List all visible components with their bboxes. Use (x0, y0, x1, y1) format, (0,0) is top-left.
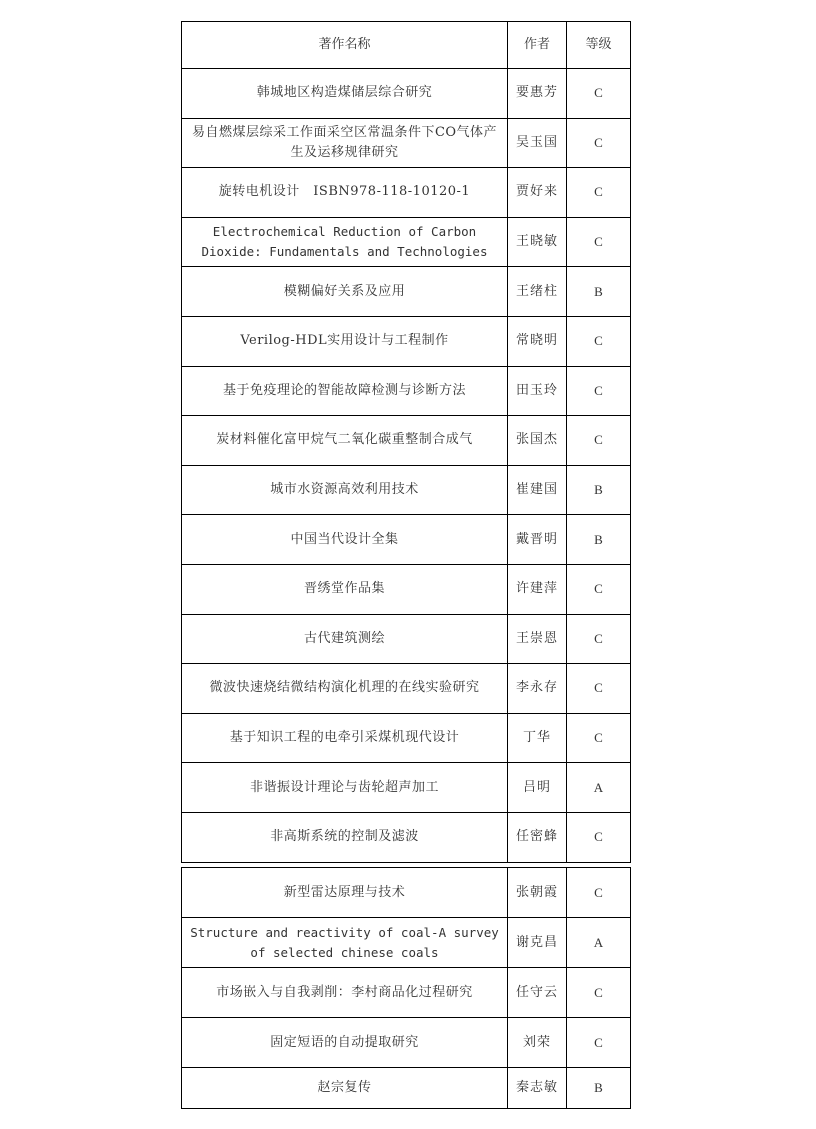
work-author: 常晓明 (508, 316, 567, 366)
table-row (182, 168, 631, 218)
work-grade: B (567, 1068, 631, 1109)
work-grade: C (567, 614, 631, 664)
work-author: 崔建国 (508, 465, 567, 515)
work-author: 任密蜂 (508, 812, 567, 862)
work-author: 刘荣 (508, 1018, 567, 1068)
work-author: 戴晋明 (508, 515, 567, 565)
work-author: 丁华 (508, 713, 567, 763)
work-title: 晋绣堂作品集 (182, 564, 508, 614)
work-title: Electrochemical Reduction of Carbon Dioxide: Fundamentals and Technologies (182, 217, 508, 267)
work-title: 旋转电机设计 ISBN978-118-10120-1 (182, 168, 508, 218)
work-grade: C (567, 118, 631, 168)
work-title: 微波快速烧结微结构演化机理的在线实验研究 (182, 664, 508, 714)
work-grade: C (567, 416, 631, 466)
table-row (182, 763, 631, 813)
work-grade: C (567, 1018, 631, 1068)
work-author: 王晓敏 (508, 217, 567, 267)
table-row (182, 918, 631, 968)
work-grade: C (567, 316, 631, 366)
work-title: 基于免疫理论的智能故障检测与诊断方法 (182, 366, 508, 416)
work-author: 张国杰 (508, 416, 567, 466)
work-title: 非谐振设计理论与齿轮超声加工 (182, 763, 508, 813)
table-row (182, 713, 631, 763)
work-title: 固定短语的自动提取研究 (182, 1018, 508, 1068)
work-grade: C (567, 664, 631, 714)
work-author: 王绪柱 (508, 267, 567, 317)
header-title: 著作名称 (182, 22, 508, 69)
work-grade: C (567, 168, 631, 218)
table-row (182, 465, 631, 515)
table-row (182, 267, 631, 317)
work-grade: C (567, 564, 631, 614)
table-row (182, 118, 631, 168)
work-author: 许建萍 (508, 564, 567, 614)
table-row (182, 217, 631, 267)
work-title: 非高斯系统的控制及滤波 (182, 812, 508, 862)
work-author: 吴玉国 (508, 118, 567, 168)
header-grade: 等级 (567, 22, 631, 69)
work-title: 易自燃煤层综采工作面采空区常温条件下CO气体产生及运移规律研究 (182, 118, 508, 168)
table-row (182, 69, 631, 119)
work-title: 中国当代设计全集 (182, 515, 508, 565)
work-title: 新型雷达原理与技术 (182, 868, 508, 918)
work-author: 王崇恩 (508, 614, 567, 664)
work-title: 城市水资源高效利用技术 (182, 465, 508, 515)
work-grade: C (567, 69, 631, 119)
work-grade: C (567, 366, 631, 416)
work-title: 市场嵌入与自我剥削：李村商品化过程研究 (182, 968, 508, 1018)
table-row (182, 416, 631, 466)
work-grade: B (567, 515, 631, 565)
work-author: 要惠芳 (508, 69, 567, 119)
table-row (182, 564, 631, 614)
table-row (182, 812, 631, 862)
work-grade: B (567, 267, 631, 317)
works-table-part-2 (181, 867, 631, 1109)
table-row (182, 664, 631, 714)
work-grade: C (567, 868, 631, 918)
work-title: Structure and reactivity of coal-A survey of selected chinese coals (182, 918, 508, 968)
work-title: Verilog-HDL实用设计与工程制作 (182, 316, 508, 366)
table-row (182, 1018, 631, 1068)
work-grade: C (567, 968, 631, 1018)
work-author: 吕明 (508, 763, 567, 813)
work-grade: C (567, 713, 631, 763)
work-author: 田玉玲 (508, 366, 567, 416)
header-author: 作者 (508, 22, 567, 69)
work-title: 模糊偏好关系及应用 (182, 267, 508, 317)
work-grade: C (567, 812, 631, 862)
work-author: 李永存 (508, 664, 567, 714)
work-title: 赵宗复传 (182, 1068, 508, 1109)
work-author: 张朝霞 (508, 868, 567, 918)
work-grade: A (567, 918, 631, 968)
table-row (182, 614, 631, 664)
table-row (182, 968, 631, 1018)
work-grade: C (567, 217, 631, 267)
work-title: 古代建筑测绘 (182, 614, 508, 664)
work-author: 任守云 (508, 968, 567, 1018)
table-row (182, 515, 631, 565)
table-header-row (182, 22, 631, 69)
table-row (182, 1068, 631, 1109)
work-author: 贾好来 (508, 168, 567, 218)
table-row (182, 366, 631, 416)
work-grade: A (567, 763, 631, 813)
work-title: 炭材料催化富甲烷气二氧化碳重整制合成气 (182, 416, 508, 466)
work-title: 基于知识工程的电牵引采煤机现代设计 (182, 713, 508, 763)
works-table-part-1 (181, 21, 631, 863)
work-grade: B (567, 465, 631, 515)
work-title: 韩城地区构造煤储层综合研究 (182, 69, 508, 119)
work-author: 谢克昌 (508, 918, 567, 968)
table-row (182, 316, 631, 366)
work-author: 秦志敏 (508, 1068, 567, 1109)
table-row (182, 868, 631, 918)
